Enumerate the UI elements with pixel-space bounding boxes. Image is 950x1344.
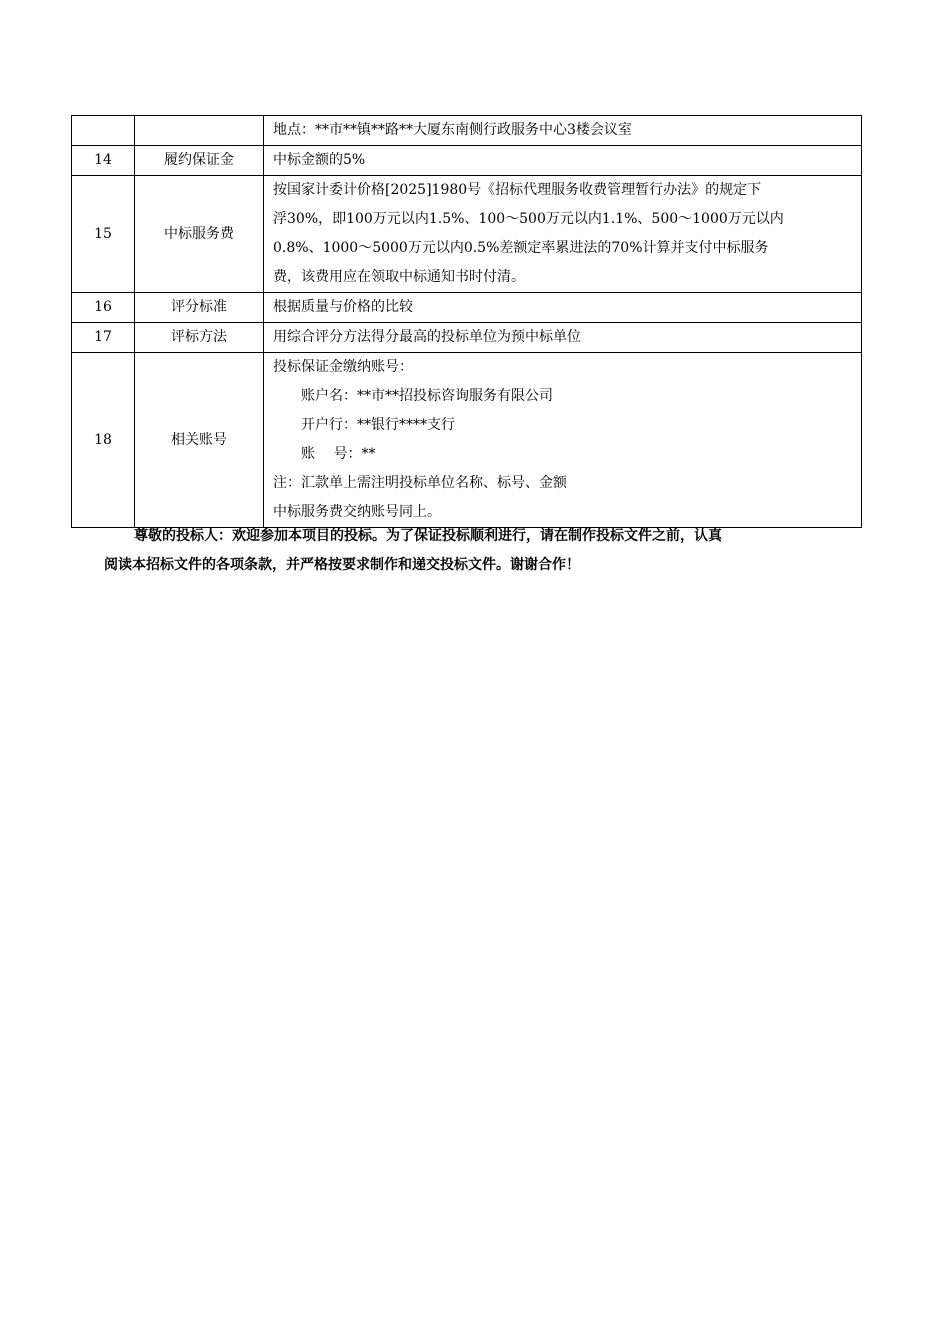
row-item: 履约保证金 <box>135 146 264 176</box>
content-line: 注：汇款单上需注明投标单位名称、标号、金额 <box>273 475 567 491</box>
content-line: 中标服务费交纳账号同上。 <box>273 504 441 520</box>
row-number: 16 <box>72 293 135 323</box>
row-number: 17 <box>72 323 135 353</box>
row-item: 相关账号 <box>135 353 264 528</box>
content-line: 投标保证金缴纳账号： <box>273 359 413 375</box>
content-line: 费，该费用应在领取中标通知书时付清。 <box>273 269 525 285</box>
table-row <box>72 116 862 146</box>
row-content <box>264 146 862 176</box>
table-row <box>72 293 862 323</box>
content-line: 用综合评分方法得分最高的投标单位为预中标单位 <box>273 329 581 345</box>
content-line: 按国家计委计价格[2025]1980号《招标代理服务收费管理暂行办法》的规定下 <box>273 182 762 198</box>
row-content <box>264 176 862 293</box>
content-line: 浮30%，即100万元以内1.5%、100～500万元以内1.1%、500～1000万元以内 <box>273 211 784 227</box>
table-row <box>72 323 862 353</box>
content-line: 账 号：** <box>301 446 376 462</box>
tender-info-table <box>71 115 862 528</box>
row-number <box>72 116 135 146</box>
content-line: 账户名：**市**招投标咨询服务有限公司 <box>301 388 553 404</box>
content-line: 开户行：**银行****支行 <box>301 417 455 433</box>
table-row <box>72 146 862 176</box>
row-content <box>264 353 862 528</box>
content-line: 地点：**市**镇**路**大厦东南侧行政服务中心3楼会议室 <box>273 122 632 138</box>
table-row <box>72 176 862 293</box>
row-content <box>264 293 862 323</box>
row-item: 评分标准 <box>135 293 264 323</box>
row-content <box>264 116 862 146</box>
row-item: 评标方法 <box>135 323 264 353</box>
row-item <box>135 116 264 146</box>
content-line: 根据质量与价格的比较 <box>273 299 413 315</box>
content-line: 中标金额的5% <box>273 152 366 168</box>
row-number: 15 <box>72 176 135 293</box>
row-content <box>264 323 862 353</box>
row-number: 18 <box>72 353 135 528</box>
row-number: 14 <box>72 146 135 176</box>
notice-line: 阅读本招标文件的各项条款，并严格按要求制作和递交投标文件。谢谢合作！ <box>104 557 580 573</box>
content-line: 0.8%、1000～5000万元以内0.5%差额定率累进法的70%计算并支付中标服务 <box>273 240 769 256</box>
row-item: 中标服务费 <box>135 176 264 293</box>
bidder-notice <box>104 522 854 580</box>
table-row <box>72 353 862 528</box>
notice-line: 尊敬的投标人：欢迎参加本项目的投标。为了保证投标顺利进行，请在制作投标文件之前，认真 <box>134 528 722 544</box>
